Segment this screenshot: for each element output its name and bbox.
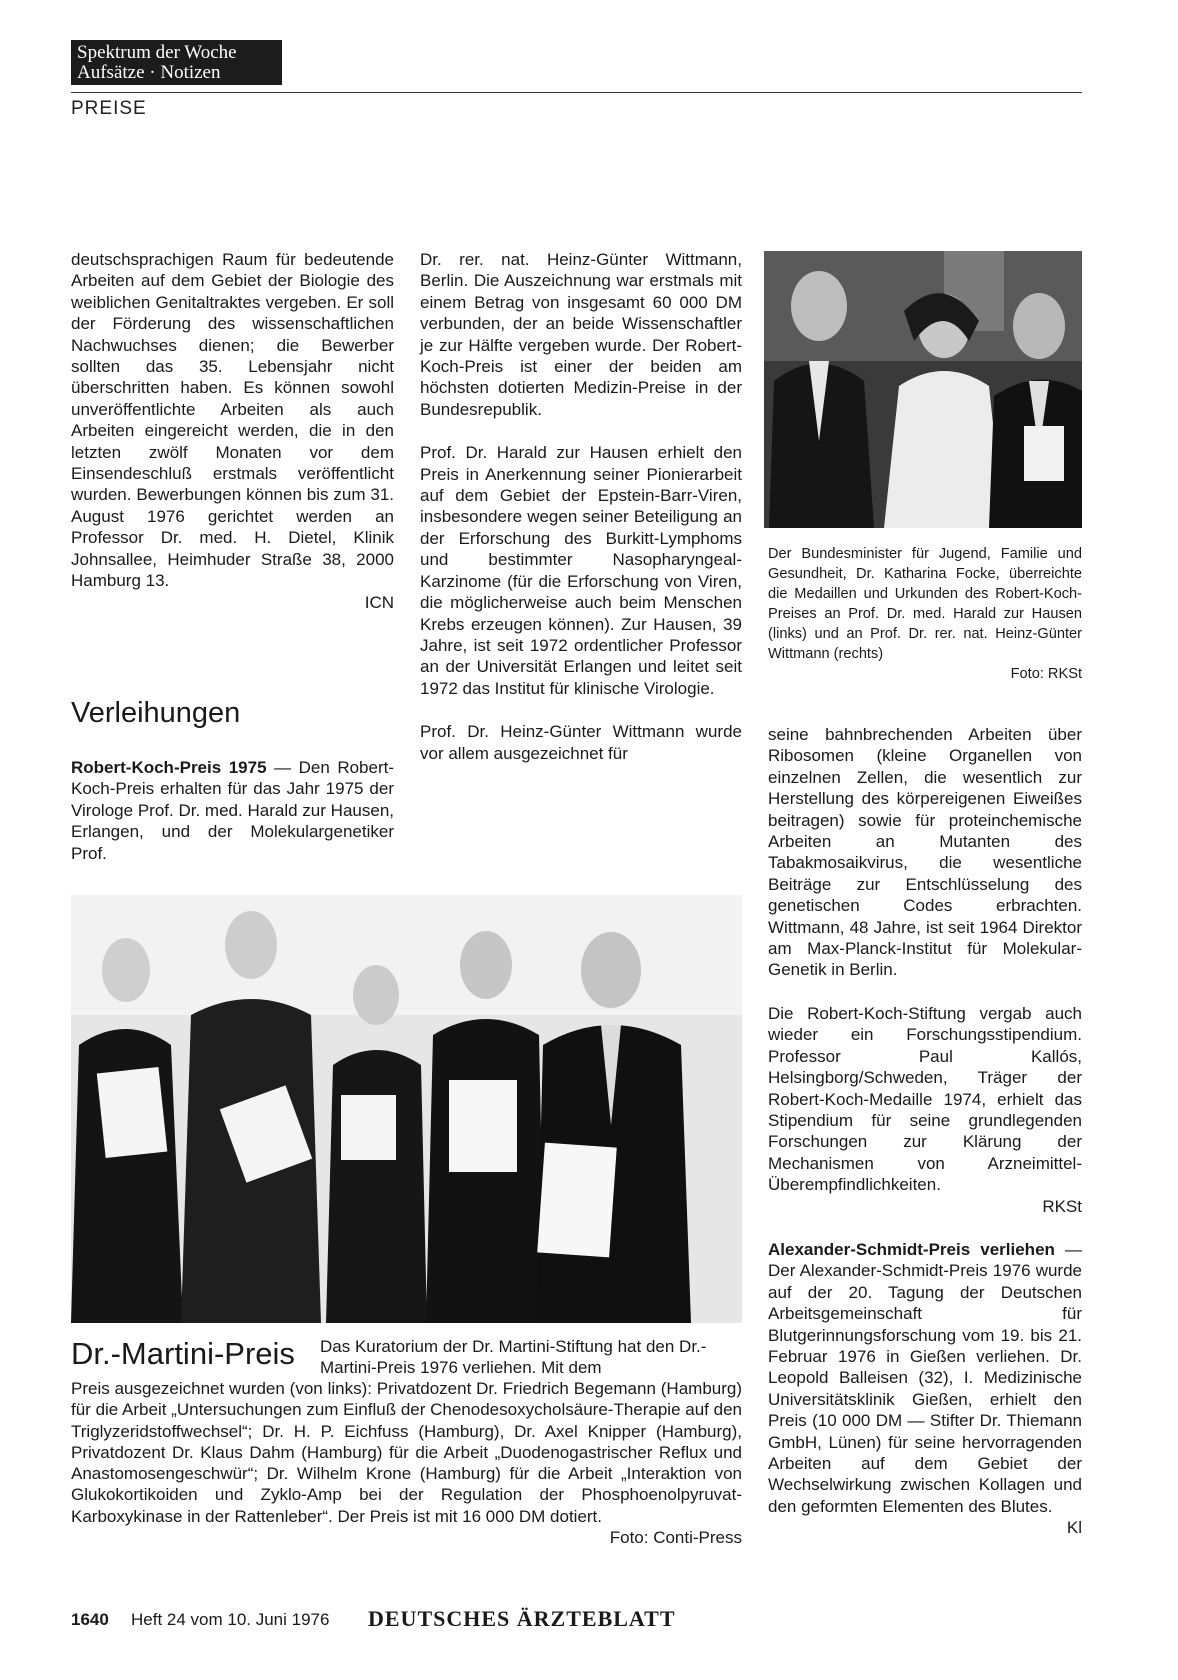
col3-signature-1: RKSt: [1042, 1196, 1082, 1216]
header-rule: [71, 92, 1082, 93]
section-label-line1: Spektrum der Woche: [77, 42, 237, 63]
rubric: PREISE: [71, 98, 147, 119]
intro-paragraph: [71, 249, 394, 592]
caption-credit: Foto: RKSt: [1010, 666, 1082, 682]
page-number: 1640: [71, 1610, 109, 1629]
robert-koch-title: Robert-Koch-Preis 1975: [71, 758, 267, 777]
section-heading-verleihungen: Verleihungen: [71, 697, 241, 729]
intro-signature: ICN: [364, 592, 394, 612]
photo-ceremony-caption: [768, 544, 1082, 684]
robert-koch-paragraph: [71, 757, 394, 864]
alexander-schmidt-title: Alexander-Schmidt-Preis verliehen: [768, 1239, 1055, 1259]
col2-paragraph-3: Prof. Dr. Heinz-Günter Wittmann wurde vor allem ausgezeichnet für: [420, 722, 742, 763]
col3-paragraph-1: seine bahnbrechenden Arbeiten über Ribosomen (kleine Organellen von einzelnen Zellen, die wesentlich zur Herstellung des körpereigenen Eiweißes beitragen) sowie für proteinchemische Arbeiten an Mutanten des Tabakmosaikvirus, die wesentliche Beiträge zur Entschlüsselung des genetischen Codes erbrachten. Wittmann, 48 Jahre, ist seit 1964 Direktor am Max-Planck-Institut für Molekular-Genetik in Berlin.: [768, 725, 1082, 980]
section-label: [71, 40, 282, 85]
photo-group-winners: [71, 895, 742, 1323]
martini-credit: Foto: Conti-Press: [609, 1528, 742, 1548]
robert-koch-text: — Den Robert-Koch-Preis erhalten für das Jahr 1975 der Virologe Prof. Dr. med. Harald zur Hausen, Erlangen, und der Molekulargenetiker Prof.: [71, 758, 395, 863]
alexander-schmidt-text: — Der Alexander-Schmidt-Preis 1976 wurde auf der 20. Tagung der Deutschen Arbeitsgemeinschaft für Blutgerinnungsforschung vom 19. bis 21. Februar 1976 in Gießen verliehen. Dr. Leopold Balleisen (32), I. Medizinische Universitätsklinik Gießen, erhielt den Preis (10 000 DM — Stifter Dr. Thiemann GmbH, Lünen) für seine hervorragenden Arbeiten auf dem Gebiet der Wechselwirkung zwischen Kollagen und den geformten Elementen des Blutes.: [768, 1239, 1082, 1516]
column-1-intro: [71, 249, 394, 613]
column-3: [768, 724, 1082, 1539]
photo-ceremony: [764, 251, 1082, 528]
caption-text: Der Bundesminister für Jugend, Familie und Gesundheit, Dr. Katharina Focke, überreichte die Medaillen und Urkunden des Robert-Koch-Preises an Prof. Dr. med. Harald zur Hausen (links) und an Prof. Dr. rer. nat. Heinz-Günter Wittmann (rechts): [768, 546, 1082, 662]
column-2: [420, 249, 742, 764]
martini-body-text: Preis ausgezeichnet wurden (von links): Privatdozent Dr. Friedrich Begemann (Hamburg) für die Arbeit „Untersuchungen zum Einfluß der Chenodesoxycholsäure-Therapie auf den Triglyzeridstoffwechsel“; Dr. H. P. Eichfuss (Hamburg), Dr. Axel Knipper (Hamburg), Privatdozent Dr. Klaus Dahm (Hamburg) für die Arbeit „Duodenogastrischer Reflux und Anastomosengeschwür“; Dr. Wilhelm Krone (Hamburg) für die Arbeit „Interaktion von Glukokortikoiden und Zyklo-Amp bei der Regulation der Phosphoenolpyruvat-Karboxykinase in der Rattenleber“. Der Preis ist mit 16 000 DM dotiert.: [71, 1379, 742, 1526]
column-1-robert-koch: [71, 757, 394, 864]
section-label-line2: Aufsätze · Notizen: [77, 62, 221, 83]
intro-text: deutschsprachigen Raum für bedeutende Arbeiten auf dem Gebiet der Biologie des weiblichen Genitaltraktes vergeben. Er soll der Förderung des wissenschaftlichen Nachwuchses dienen; die Bewerber sollten das 35. Lebensjahr nicht überschritten haben. Es können sowohl unveröffentlichte Arbeiten als auch Arbeiten eingereicht werden, die in den letzten zwölf Monaten vor dem Einsendeschluß erstmals veröffentlicht wurden. Bewerbungen können bis zum 31. August 1976 gerichtet werden an Professor Dr. med. H. Dietel, Klinik Johnsallee, Heimhuder Straße 38, 2000 Hamburg 13.: [71, 250, 394, 591]
martini-heading: Dr.-Martini-Preis: [71, 1336, 295, 1371]
col3-signature-2: Kl: [1066, 1518, 1082, 1538]
col2-paragraph-1: Dr. rer. nat. Heinz-Günter Wittmann, Berlin. Die Auszeichnung war erstmals mit einem Betrag von insgesamt 60 000 DM verbunden, der an beide Wissenschaftler je zur Hälfte vergeben wurde. Der Robert-Koch-Preis ist einer der beiden am höchsten dotierten Medizin-Preise in der Bundesrepublik.: [420, 250, 742, 419]
martini-lead: [320, 1336, 742, 1378]
col2-paragraph-2: Prof. Dr. Harald zur Hausen erhielt den Preis in Anerkennung seiner Pionierarbeit auf dem Gebiet der Epstein-Barr-Viren, insbesondere wegen seiner Beteiligung an der Erforschung des Burkitt-Lymphoms und bestimmter Nasopharyngeal-Karzinome (für die Erforschung von Viren, die möglicherweise auch beim Menschen Krebs erzeugen können). Zur Hausen, 39 Jahre, ist seit 1972 ordentlicher Professor an der Universität Erlangen und leitet seit 1972 das Institut für klinische Virologie.: [420, 443, 742, 698]
alexander-schmidt-paragraph: [768, 1239, 1082, 1517]
martini-body: [71, 1378, 742, 1548]
col3-paragraph-2: Die Robert-Koch-Stiftung vergab auch wieder ein Forschungsstipendium. Professor Paul Kallós, Helsingborg/Schweden, Träger der Robert-Koch-Medaille 1974, erhielt das Stipendium für seine grundlegenden Forschungen zur Klärung der Mechanismen von Arzneimittel-Überempfindlichkeiten.: [768, 1003, 1082, 1195]
martini-lead-text: Das Kuratorium der Dr. Martini-Stiftung hat den Dr.-Martini-Preis 1976 verliehen. Mit dem: [320, 1337, 707, 1377]
issue-info: Heft 24 vom 10. Juni 1976: [131, 1610, 330, 1629]
magazine-title: DEUTSCHES ÄRZTEBLATT: [368, 1606, 676, 1631]
